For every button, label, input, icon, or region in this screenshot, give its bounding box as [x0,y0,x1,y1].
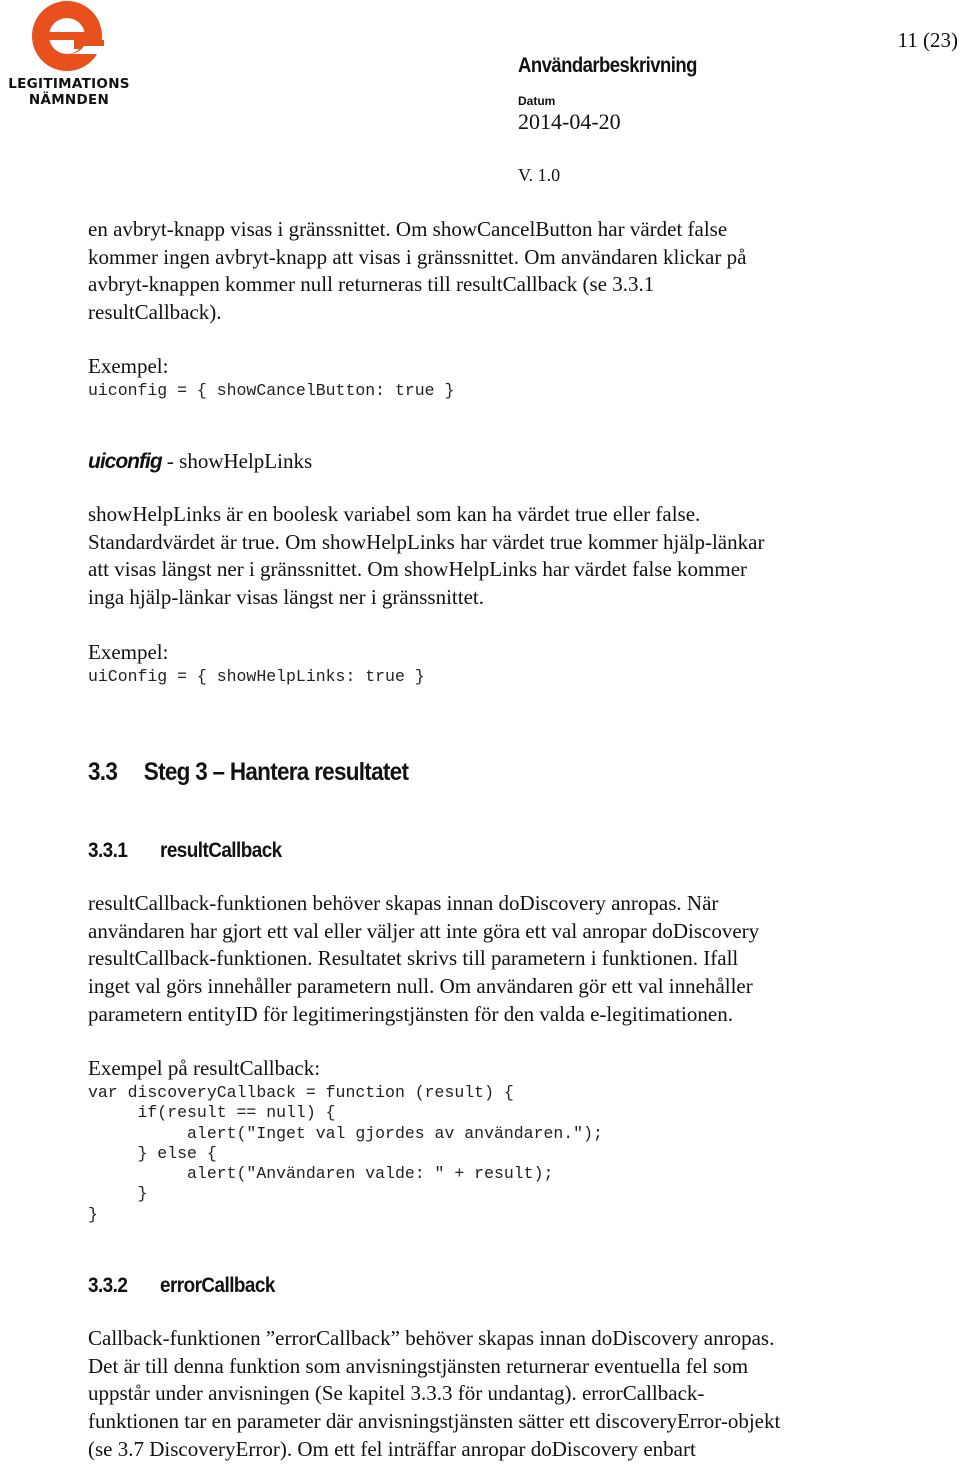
helplinks-paragraph [88,501,888,612]
document-version: V. 1.0 [518,165,561,185]
logo-e-icon [4,0,134,76]
section-heading-3-3-1 [88,839,282,863]
text-line: resultCallback). [88,300,222,325]
code-line: } else { [88,1143,217,1163]
code-line: if(result == null) { [88,1103,336,1123]
example-label: Exempel: [88,354,169,378]
text-line: att visas längst ner i gränssnittet. Om showHelpLinks har värdet false kommer [88,557,748,582]
text-line: inget val görs innehåller parametern null. Om användaren gör ett val innehåller [88,974,753,999]
section-title: Steg 3 – Hantera resultatet [143,758,409,786]
legitimationsnamnden-logo [4,0,134,112]
code-line: var discoveryCallback = function (result) { [88,1083,514,1102]
text-line: Det är till denna funktion som anvisningstjänsten returnerar eventuella fel som [88,1353,749,1378]
code-line: alert("Användaren valde: " + result); [88,1164,554,1184]
code-example-helplinks: uiConfig = { showHelpLinks: true } [88,667,425,686]
text-line: Callback-funktionen ”errorCallback” behöver skapas innan doDiscovery anropas. [88,1326,775,1350]
section-number: 3.3.1 [88,839,128,862]
subheading-prefix: uiconfig [88,450,162,473]
text-line: avbryt-knappen kommer null returneras till resultCallback (se 3.3.1 [88,272,655,297]
code-line: } [88,1204,98,1224]
code-line: alert("Inget val gjordes av användaren."); [88,1123,603,1143]
section-number: 3.3 [88,758,118,786]
section-heading-3-3-2 [88,1274,275,1298]
text-line: Standardvärdet är true. Om showHelpLinks har värdet true kommer hjälp-länkar [88,529,765,554]
subheading-showhelplinks [88,449,312,474]
text-line: inga hjälp-länkar visas längst ner i gränssnittet. [88,585,484,610]
text-line: showHelpLinks är en boolesk variabel som kan ha värdet true eller false. [88,502,701,526]
section-title: errorCallback [160,1274,275,1297]
section-number: 3.3.2 [88,1274,128,1297]
document-title: Användarbeskrivning [518,54,697,77]
errorcallback-paragraph [88,1325,888,1464]
text-line: användaren har gjort ett val eller väljer att inte göra ett val anropar doDiscovery [88,918,760,943]
intro-paragraph [88,216,888,327]
text-line: uppstår under anvisningen (Se kapitel 3.3.3 för undantag). errorCallback- [88,1381,705,1406]
text-line: (se 3.7 DiscoveryError). Om ett fel inträffar anropar doDiscovery enbart [88,1436,696,1461]
text-line: funktionen tar en parameter där anvisningstjänsten sätter ett discoveryError-objekt [88,1409,781,1434]
logo-text-line2: NÄMNDEN [28,92,110,108]
text-line: kommer ingen avbryt-knapp att visas i gränssnittet. Om användaren klickar på [88,244,747,269]
resultcallback-paragraph [88,890,888,1029]
code-example-cancel: uiconfig = { showCancelButton: true } [88,381,455,400]
section-heading-3-3 [88,758,408,787]
text-line: resultCallback-funktionen. Resultatet skrivs till parametern i funktionen. Ifall [88,946,739,971]
code-line: } [88,1184,148,1204]
logo-text-line1: LEGITIMATIONS [8,76,130,92]
text-line: resultCallback-funktionen behöver skapas innan doDiscovery anropas. När [88,891,719,915]
date-label: Datum [518,94,556,108]
code-example-resultcallback [88,1083,603,1225]
page-number: 11 (23) [897,28,958,52]
text-line: en avbryt-knapp visas i gränssnittet. Om showCancelButton har värdet false [88,217,728,241]
example-label: Exempel: [88,640,169,664]
example-label: Exempel på resultCallback: [88,1056,321,1080]
document-date: 2014-04-20 [518,109,621,134]
subheading-suffix: - showHelpLinks [161,449,313,473]
text-line: parametern entityID för legitimeringstjänsten för den valda e-legitimationen. [88,1001,733,1026]
section-title: resultCallback [160,839,282,862]
